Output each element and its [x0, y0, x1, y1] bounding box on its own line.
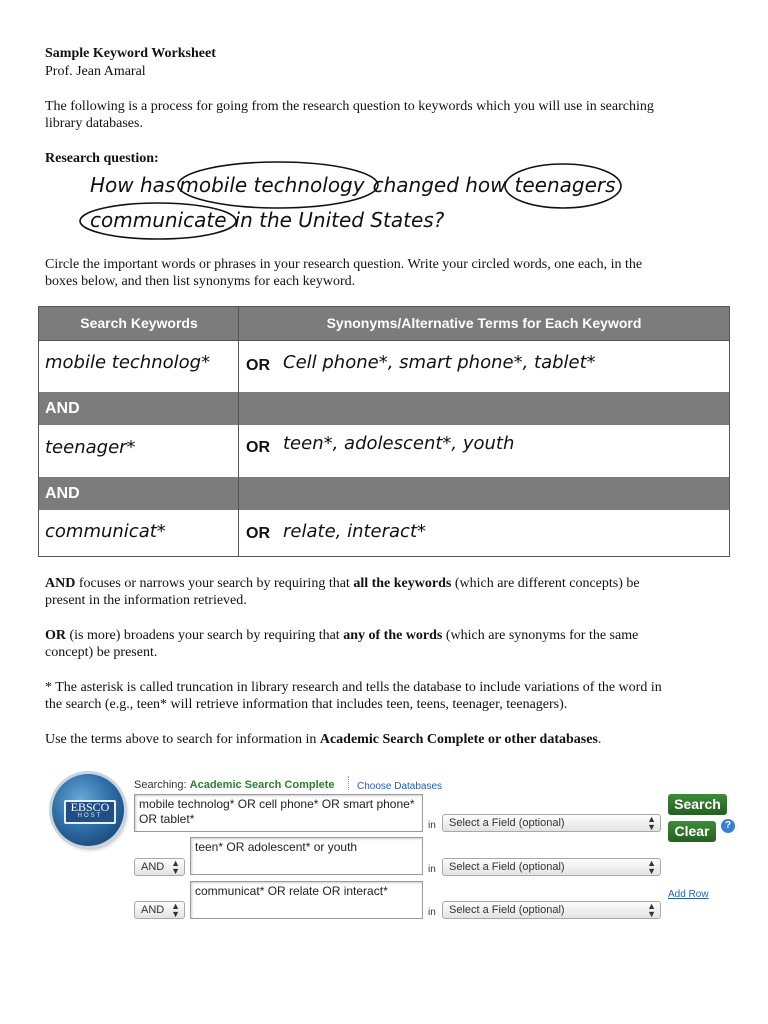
question-part-5: communicate [90, 208, 227, 232]
or-explanation-line-2: concept) be present. [45, 645, 158, 660]
or-term: OR [45, 628, 66, 643]
question-part-4: teenagers [514, 173, 616, 197]
intro-line-1: The following is a process for going from the research question to keywords which you will use in searching [45, 99, 654, 114]
and-text: focuses or narrows your search by requiring that [75, 576, 354, 591]
doc-title: Sample Keyword Worksheet [45, 46, 216, 61]
searching-prefix: Searching: [134, 779, 187, 791]
field-select-value: Select a Field (optional) [449, 817, 565, 829]
clear-button[interactable]: Clear [668, 821, 716, 842]
searching-label [134, 777, 335, 794]
or-text: (is more) broadens your search by requiring that [66, 628, 344, 643]
table-header-row [39, 307, 729, 340]
boolean-select-value: AND [141, 904, 165, 916]
or-label: OR [246, 439, 270, 456]
keyword-table [38, 306, 730, 557]
use-terms-line [45, 731, 601, 748]
and-term: AND [45, 576, 76, 591]
select-arrows-icon: ▲ ▼ [171, 858, 180, 876]
ebsco-logo-subtext: HOST [77, 813, 103, 819]
intro-line-2: library databases. [45, 116, 143, 131]
ebsco-logo-plate [64, 800, 116, 824]
select-arrows-icon: ▲ ▼ [171, 901, 180, 919]
or-label: OR [246, 357, 270, 374]
question-part-6: in the United States? [234, 208, 445, 232]
and-explanation-line-2: present in the information retrieved. [45, 593, 247, 608]
select-arrows-icon: ▲ ▼ [647, 814, 656, 832]
search-button[interactable]: Search [668, 794, 727, 815]
in-label: in [428, 820, 436, 831]
use-text: Use the terms above to search for information in [45, 732, 320, 747]
ebsco-search-panel [48, 770, 748, 930]
or-emphasis: any of the words [343, 628, 443, 643]
and-explanation-line-1 [45, 575, 640, 592]
use-emphasis: Academic Search Complete or other databases [319, 732, 598, 747]
question-part-1: How has [90, 173, 176, 197]
keyword-cell: mobile technolog* [45, 352, 211, 373]
circle-teenagers [505, 164, 621, 208]
search-box-3[interactable]: communicat* OR relate OR interact* [190, 881, 423, 919]
boolean-select-3[interactable] [134, 901, 185, 919]
or-label: OR [246, 525, 270, 542]
field-select-value: Select a Field (optional) [449, 861, 565, 873]
in-label: in [428, 864, 436, 875]
searching-divider [348, 776, 350, 790]
and-emphasis: all the keywords [353, 576, 452, 591]
and-connector-row [39, 392, 729, 425]
synonyms-cell: relate, interact* [283, 521, 427, 542]
or-text-end: (which are synonyms for the same [442, 628, 639, 643]
field-select-2[interactable] [442, 858, 661, 876]
add-row-link[interactable]: Add Row [668, 889, 709, 900]
table-row [39, 425, 729, 477]
field-select-value: Select a Field (optional) [449, 904, 565, 916]
boolean-select-value: AND [141, 861, 165, 873]
or-explanation-line-1 [45, 627, 638, 644]
field-select-3[interactable] [442, 901, 661, 919]
choose-databases-link[interactable]: Choose Databases [357, 781, 443, 792]
circle-mobile-technology [178, 162, 378, 208]
use-end: . [597, 732, 602, 747]
question-part-3: changed how [372, 173, 507, 197]
circle-instructions-line-1: Circle the important words or phrases in your research question. Write your circled words, one each, in the [45, 257, 643, 272]
handwritten-circles [0, 0, 768, 260]
and-text-end: (which are different concepts) be [451, 576, 640, 591]
synonyms-cell: teen*, adolescent*, youth [283, 433, 515, 454]
in-label: in [428, 907, 436, 918]
asterisk-explanation-line-1: * The asterisk is called truncation in library research and tells the database to include variations of the word in [45, 680, 662, 695]
circle-communicate [80, 203, 236, 239]
doc-author: Prof. Jean Amaral [45, 64, 146, 79]
col-header-keywords: Search Keywords [80, 315, 198, 331]
research-question-label: Research question: [45, 151, 159, 166]
search-box-1[interactable]: mobile technolog* OR cell phone* OR smart phone* OR tablet* [134, 794, 423, 832]
and-label: AND [45, 485, 80, 502]
search-box-2[interactable]: teen* OR adolescent* or youth [190, 837, 423, 875]
select-arrows-icon: ▲ ▼ [647, 858, 656, 876]
and-connector-row [39, 477, 729, 510]
ebsco-logo-text: EBSCO [70, 800, 110, 814]
boolean-select-2[interactable] [134, 858, 185, 876]
column-divider [238, 307, 239, 556]
keyword-cell: communicat* [45, 521, 166, 542]
table-row [39, 340, 729, 393]
circle-instructions-line-2: boxes below, and then list synonyms for each keyword. [45, 274, 356, 289]
ebsco-logo [52, 774, 124, 846]
col-header-synonyms: Synonyms/Alternative Terms for Each Keyword [326, 315, 642, 331]
field-select-1[interactable] [442, 814, 661, 832]
and-label: AND [45, 400, 80, 417]
table-row [39, 510, 729, 556]
question-part-2: mobile technology [179, 173, 365, 197]
asterisk-explanation-line-2: the search (e.g., teen* will retrieve information that includes teen, teens, teenager, teenagers). [45, 697, 568, 712]
help-icon[interactable]: ? [721, 819, 735, 833]
database-name: Academic Search Complete [189, 779, 335, 791]
synonyms-cell: Cell phone*, smart phone*, tablet* [283, 352, 596, 373]
select-arrows-icon: ▲ ▼ [647, 901, 656, 919]
keyword-cell: teenager* [45, 437, 136, 458]
